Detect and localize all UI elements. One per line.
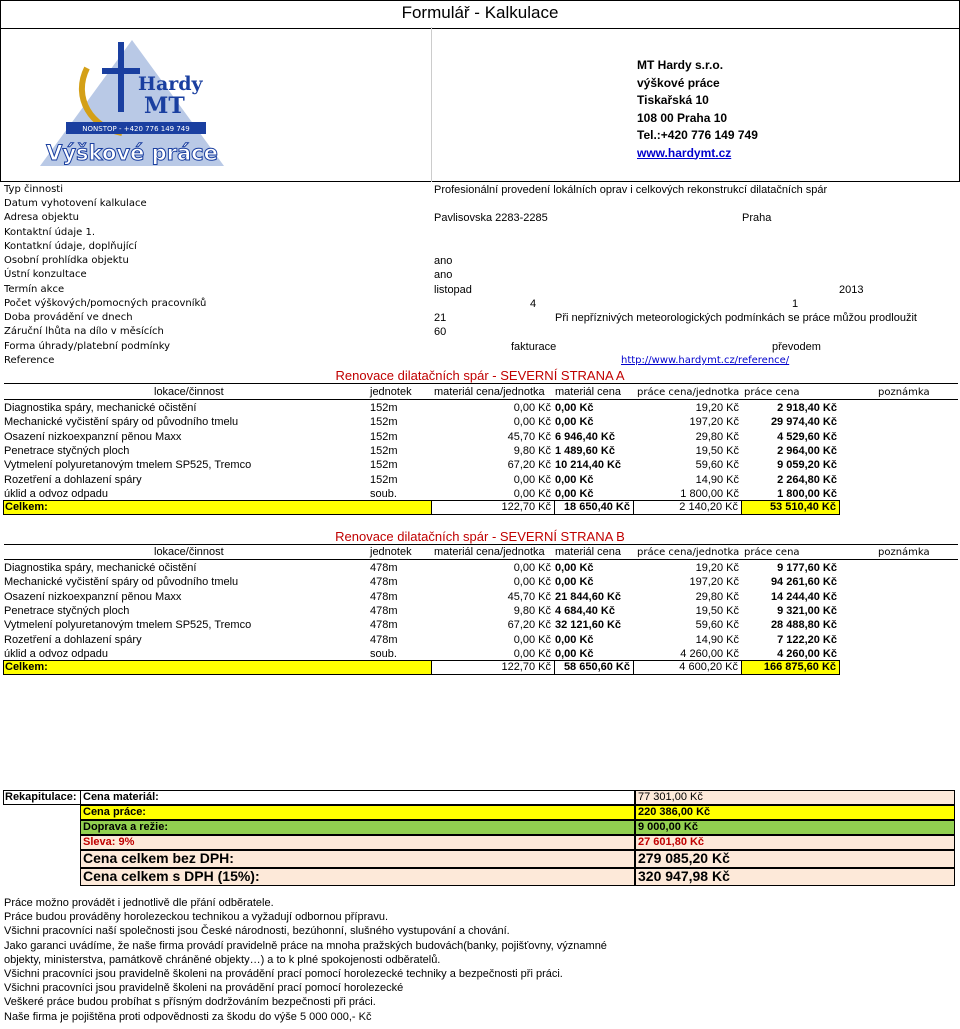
recap-doprava-value: 9 000,00 Kč [638,821,698,833]
section-a-total-mat: 18 650,40 Kč [563,501,630,513]
row-work: 28 488,80 Kč [770,619,837,632]
row-mat: 0,00 Kč [555,576,594,589]
termin-value: listopad [434,284,472,296]
table-row [4,619,840,633]
row-work-unit: 19,50 Kč [695,604,739,617]
col-poznamka: poznámka [878,387,930,398]
table-row [4,576,840,590]
doba-note: Při nepříznivých meteorologických podmínkách se práce můžou prodloužit [555,312,917,324]
table-row [4,474,840,488]
row-mat: 0,00 Kč [555,402,594,414]
row-work: 2 264,80 Kč [777,473,837,486]
row-mat-unit: 0,00 Kč [513,562,551,574]
row-units: 152m [370,430,398,443]
row-mat-unit: 0,00 Kč [513,473,551,486]
pocet-value1: 4 [530,298,537,310]
row-work: 29 974,40 Kč [770,416,837,429]
col-mat-jed: materiál cena/jednotka [434,386,545,398]
row-mat: 0,00 Kč [555,487,594,500]
row-mat-unit: 67,20 Kč [507,459,551,472]
section-a-total-label-cell [3,500,432,515]
row-name: Diagnostika spáry, mechanické očistění [4,562,197,574]
row-work-unit: 19,20 Kč [695,562,739,574]
row-units: 478m [370,633,398,646]
row-mat: 6 946,40 Kč [555,430,615,443]
row-mat-unit: 0,00 Kč [513,416,551,429]
logo-phone: NONSTOP - +420 776 149 749 [82,125,190,133]
table-row [4,445,840,459]
table-row [4,591,840,605]
row-work: 2 918,40 Kč [777,402,837,414]
adresa-city: Praha [742,212,772,224]
row-work-unit: 14,90 Kč [695,633,739,646]
company-street: Tiskařská 10 [637,93,709,107]
logo-text-hardy: Hardy [138,73,203,95]
row-mat-unit: 9,80 Kč [513,444,551,457]
row-mat: 0,00 Kč [555,562,594,574]
note-line: Jako garanci uvádíme, že naše firma provádí pravidelně práce na mnoha pražských budovách(banky, pojišťovny, významné [4,939,607,952]
row-work: 9 321,00 Kč [777,604,837,617]
row-work: 9 177,60 Kč [777,562,837,574]
typ-value: Profesionální provedení lokálních oprav i celkových rekonstrukcí dilatačních spár [434,184,828,196]
company-web-link[interactable]: www.hardymt.cz [637,145,732,160]
section-a-total-workunit: 2 140,20 Kč [679,501,738,513]
row-units: 152m [370,459,398,472]
adresa-value: Pavlisovska 2283-2285 [434,212,548,224]
note-line: Práce možno provádět i jednotlivě dle přání odběratele. [4,897,274,909]
col-poznamka-b: poznámka [878,547,930,558]
company-info [637,57,758,162]
row-units: 478m [370,576,398,589]
row-mat: 0,00 Kč [555,633,594,646]
recap-label: Rekapitulace: [5,791,77,803]
row-work-unit: 4 260,00 Kč [680,647,739,660]
note-line: Všichni pracovníci naší společnosti jsou České národnosti, bezúhonní, slušného vystupování a chování. [4,925,510,938]
prohlidka-label: Osobní prohlídka objektu [4,255,129,266]
col-lokace: lokace/činnost [154,386,224,398]
row-work-unit: 19,20 Kč [695,402,739,414]
col-prace: práce cena [744,387,800,398]
table-row [4,562,840,576]
forma-value1: fakturace [511,341,557,353]
prohlidka-value: ano [434,255,453,267]
row-work-unit: 197,20 Kč [689,576,739,589]
recap-bezdph-value: 279 085,20 Kč [638,850,730,866]
note-line: Všichni pracovníci jsou pravidelně školeni na provádění prací pomocí horolezecké [4,982,404,995]
row-work: 4 260,00 Kč [777,647,837,660]
row-name: Mechanické vyčistění spáry od původního tmelu [4,576,239,589]
row-name: Rozetření a dohlazení spáry [4,473,142,486]
note-line: objekty, ministerstva, památkově chráněné objekty…) a to k plné spokojenosti odběratelů. [4,953,441,966]
row-work-unit: 59,60 Kč [695,459,739,472]
company-name: MT Hardy s.r.o. [637,58,724,72]
company-city: 108 00 Praha 10 [637,110,728,125]
section-a-total-label: Celkem: [5,501,48,513]
section-b-total-mat: 58 650,60 Kč [563,661,630,673]
col-mat-b: materiál cena [555,546,622,558]
row-name: Osazení nizkoexpanzní pěnou Maxx [4,430,182,443]
row-mat: 0,00 Kč [555,647,594,660]
table-row [4,459,840,473]
recap-sleva-label: Sleva: 9% [83,836,135,848]
reference-label: Reference [4,355,55,366]
section-b-header-rule [4,559,958,560]
row-name: Vytmelení polyuretanovým tmelem SP525, Tremco [4,619,252,632]
section-a-rule [4,383,958,384]
row-work: 7 122,20 Kč [777,633,837,646]
row-mat-unit: 0,00 Kč [513,576,551,589]
zaruka-label: Záruční lhůta na dílo v měsících [4,326,164,337]
note-line: Práce budou prováděny horolezeckou technikou a vyžadují odbornou přípravu. [4,911,389,924]
company-phone: Tel.:+420 776 149 749 [637,128,758,142]
row-mat: 21 844,60 Kč [555,590,622,603]
adresa-label: Adresa objektu [4,212,80,223]
row-mat: 4 684,40 Kč [555,604,615,617]
col-mat-jed-b: materiál cena/jednotka [434,546,545,558]
row-work: 2 964,00 Kč [777,444,837,457]
recap-doprava-label: Doprava a režie: [83,821,168,833]
recap-prace-value: 220 386,00 Kč [638,806,711,818]
row-units: 478m [370,590,398,603]
company-logo [32,38,232,168]
col-lokace-b: lokace/činnost [154,546,224,558]
recap-prace-label-cell [80,805,635,820]
row-units: 152m [370,416,398,429]
doba-value: 21 [434,312,447,324]
row-mat: 10 214,40 Kč [555,459,622,472]
row-units: 152m [370,473,398,486]
konzultace-value: ano [434,269,453,281]
table-row [4,402,840,416]
section-a-header-rule [4,399,958,400]
col-prace-b: práce cena [744,547,800,558]
row-mat: 0,00 Kč [555,473,594,486]
row-name: Diagnostika spáry, mechanické očistění [4,402,197,414]
section-a-title: Renovace dilatačních spár - SEVERNÍ STRANA A [335,368,625,383]
row-units: 478m [370,562,398,574]
section-a-total-matunit: 122,70 Kč [501,501,551,513]
row-mat-unit: 0,00 Kč [513,647,551,660]
row-mat: 32 121,60 Kč [555,619,622,632]
section-b-title: Renovace dilatačních spár - SEVERNÍ STRANA B [335,529,625,544]
row-units: 152m [370,402,398,414]
termin-year: 2013 [839,284,864,296]
row-name: Rozetření a dohlazení spáry [4,633,142,646]
table-row [4,634,840,648]
row-mat-unit: 0,00 Kč [513,402,551,414]
note-line: Všichni pracovníci jsou pravidelně školeni na provádění prací pomocí horolezecké techniky a bezpečnosti při práci. [4,968,563,981]
row-mat-unit: 0,00 Kč [513,487,551,500]
zaruka-value: 60 [434,326,447,338]
reference-link[interactable]: http://www.hardymt.cz/reference/ [621,355,790,366]
typ-label: Typ činnosti [4,184,63,195]
table-row [4,416,840,430]
datum-label: Datum vyhotovení kalkulace [4,198,147,209]
recap-material-value: 77 301,00 Kč [638,791,703,803]
row-work-unit: 1 800,00 Kč [680,487,739,500]
forma-value2: převodem [772,341,821,353]
row-work-unit: 197,20 Kč [689,416,739,429]
row-name: úklid a odvoz odpadu [4,487,108,500]
row-units: soub. [370,647,397,660]
row-work-unit: 29,80 Kč [695,430,739,443]
row-mat-unit: 45,70 Kč [507,590,551,603]
forma-label: Forma úhrady/platební podmínky [4,341,171,352]
row-name: Vytmelení polyuretanovým tmelem SP525, Tremco [4,459,252,472]
col-mat: materiál cena [555,386,622,398]
section-b-rule [4,544,958,545]
row-work-unit: 29,80 Kč [695,590,739,603]
row-name: Osazení nizkoexpanzní pěnou Maxx [4,590,182,603]
note-line: Veškeré práce budou probíhat s přísným dodržováním bezpečnosti při práci. [4,996,376,1009]
row-work: 94 261,60 Kč [770,576,837,589]
row-mat-unit: 45,70 Kč [507,430,551,443]
recap-sleva-value: 27 601,80 Kč [638,836,705,848]
row-mat-unit: 9,80 Kč [513,604,551,617]
row-work: 1 800,00 Kč [777,487,837,500]
pocet-label: Počet výškových/pomocných pracovníků [4,298,207,309]
row-mat-unit: 67,20 Kč [507,619,551,632]
row-units: 478m [370,619,398,632]
recap-material-label-cell [80,790,635,805]
row-work-unit: 59,60 Kč [695,619,739,632]
page-title: Formulář - Kalkulace [401,3,559,22]
section-b-total-label-cell [3,660,432,675]
termin-label: Termín akce [4,284,65,295]
doba-label: Doba provádění ve dnech [4,312,133,323]
col-jednotek-b: jednotek [370,546,412,558]
row-name: Mechanické vyčistění spáry od původního tmelu [4,416,239,429]
row-units: 478m [370,604,398,617]
logo-banner: Výškové práce [46,141,218,165]
row-mat-unit: 0,00 Kč [513,633,551,646]
logo-text-mt: MT [144,93,185,119]
row-work: 4 529,60 Kč [777,430,837,443]
col-jednotek: jednotek [370,386,412,398]
row-name: Penetrace styčných ploch [4,604,130,617]
company-line2: výškové práce [637,75,720,90]
row-work: 14 244,40 Kč [770,590,837,603]
kontakt2-label: Kontatkní údaje, doplňující [4,241,137,252]
row-units: soub. [370,487,397,500]
section-b-total-label: Celkem: [5,661,48,673]
recap-bezdph-label: Cena celkem bez DPH: [83,850,234,866]
section-b-total-workunit: 4 600,20 Kč [679,661,738,673]
note-line: Naše firma je pojištěna proti odpovědnosti za škodu do výše 5 000 000,- Kč [4,1010,372,1023]
col-prace-jed-b: práce cena/jednotka [637,547,740,558]
pocet-value2: 1 [792,298,799,310]
recap-prace-label: Cena práce: [83,806,146,818]
row-mat: 0,00 Kč [555,416,594,429]
table-row [4,431,840,445]
row-units: 152m [370,444,398,457]
recap-sdph-value: 320 947,98 Kč [638,868,730,884]
recap-sdph-label: Cena celkem s DPH (15%): [83,868,260,884]
row-name: Penetrace styčných ploch [4,444,130,457]
table-row [4,605,840,619]
row-work-unit: 19,50 Kč [695,444,739,457]
recap-sleva-label-cell [80,835,635,850]
section-a-total-work: 53 510,40 Kč [769,501,836,513]
section-b-total-work: 166 875,60 Kč [763,661,836,673]
row-name: úklid a odvoz odpadu [4,647,108,660]
notes [4,896,607,1024]
col-prace-jed: práce cena/jednotka [637,387,740,398]
row-work: 9 059,20 Kč [777,459,837,472]
konzultace-label: Ústní konzultace [4,269,87,280]
header-divider [431,27,432,182]
section-b-total-matunit: 122,70 Kč [501,661,551,673]
row-work-unit: 14,90 Kč [695,473,739,486]
row-mat: 1 489,60 Kč [555,444,615,457]
kontakt1-label: Kontaktní údaje 1. [4,227,96,238]
recap-material-label: Cena materiál: [83,791,159,803]
